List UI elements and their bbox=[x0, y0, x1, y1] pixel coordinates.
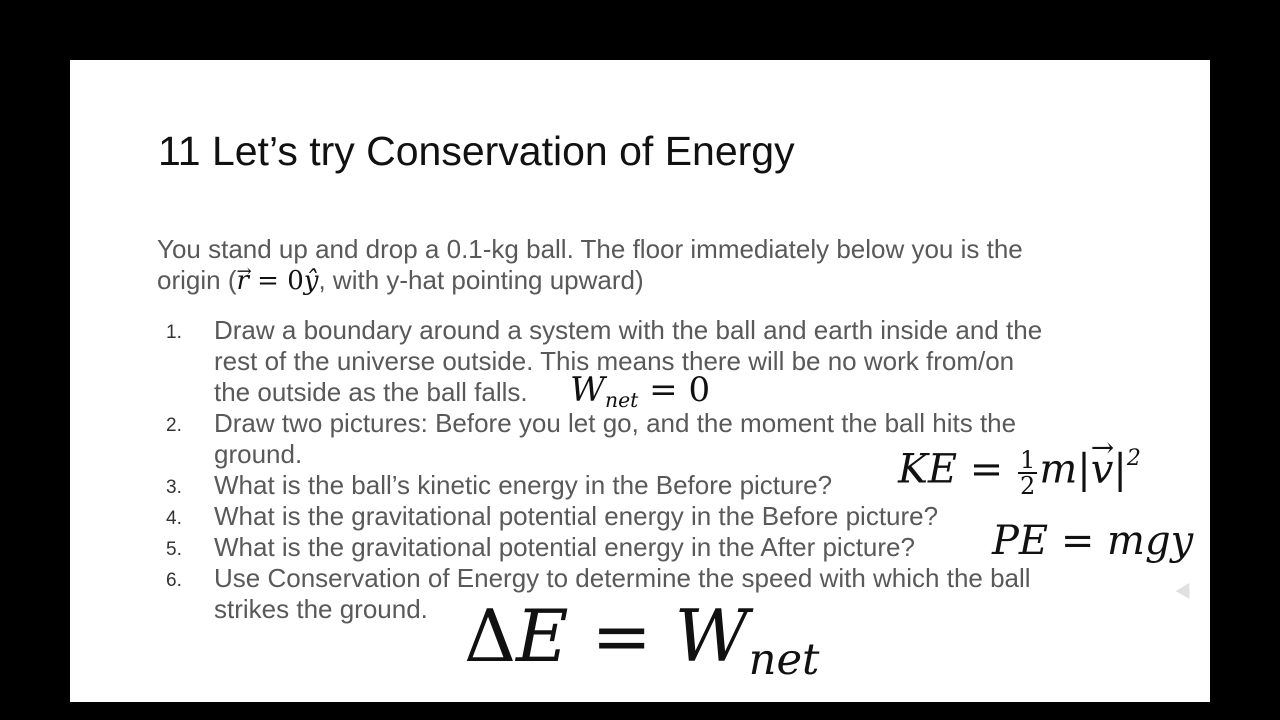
wnet-rest: = 0 bbox=[638, 370, 711, 410]
kinetic-energy-equation bbox=[898, 446, 1141, 498]
list-item-6-line-2: strikes the ground. bbox=[214, 594, 428, 624]
intro-line-2 bbox=[157, 265, 1157, 297]
ke-lhs: KE = bbox=[898, 446, 1017, 493]
list-item-2-line-2: ground. bbox=[214, 439, 303, 469]
intro-yhat-text: , with y-hat pointing upward) bbox=[318, 265, 644, 295]
origin-equals: = 0 bbox=[248, 266, 304, 296]
wnet-equation bbox=[570, 370, 710, 412]
one-half-fraction bbox=[1018, 445, 1037, 500]
ke-close: | bbox=[1113, 446, 1127, 493]
list-number-1: 1. bbox=[166, 322, 182, 343]
list-number-4: 4. bbox=[166, 508, 182, 529]
list-item-1-line-2: rest of the universe outside. This means there will be no work from/on bbox=[214, 346, 1015, 376]
list-number-6: 6. bbox=[166, 570, 182, 591]
fraction-denominator: 2 bbox=[1020, 471, 1036, 500]
intro-origin-text: origin ( bbox=[157, 265, 237, 295]
ke-velocity-vector: → v bbox=[1091, 447, 1114, 493]
r-vector: → r bbox=[236, 266, 248, 297]
y-hat: ŷ bbox=[303, 266, 319, 296]
list-item-4-line-1: What is the gravitational potential energy in the Before picture? bbox=[214, 501, 939, 531]
ke-exponent: 2 bbox=[1126, 446, 1141, 471]
list-item-6-line-1: Use Conservation of Energy to determine the speed with which the ball bbox=[214, 563, 1031, 593]
origin-equation bbox=[236, 266, 318, 296]
list-number-3: 3. bbox=[166, 477, 182, 498]
wnet-w: W bbox=[570, 370, 605, 410]
energy-conservation-equation bbox=[464, 594, 819, 685]
list-item-2-line-1: Draw two pictures: Before you let go, and the moment the ball hits the bbox=[214, 408, 1017, 438]
intro-line-1: You stand up and drop a 0.1-kg ball. The floor immediately below you is the bbox=[157, 234, 1023, 264]
potential-energy-equation: PE = mgy bbox=[992, 518, 1194, 564]
ke-mass: m| bbox=[1039, 446, 1091, 493]
list-item-1-line-3: the outside as the ball falls. bbox=[214, 377, 528, 407]
slide bbox=[70, 60, 1210, 702]
fraction-numerator: 1 bbox=[1020, 445, 1036, 474]
wnet-subscript: net bbox=[604, 388, 639, 413]
list-item-5-line-1: What is the gravitational potential energy in the After picture? bbox=[214, 532, 915, 562]
big-eq-subscript: net bbox=[748, 634, 820, 685]
intro-paragraph bbox=[157, 234, 1157, 297]
list-number-2: 2. bbox=[166, 415, 182, 436]
list-item-1-line-1: Draw a boundary around a system with the ball and earth inside and the bbox=[214, 315, 1043, 345]
list-number-5: 5. bbox=[166, 539, 182, 560]
big-eq-body: E = W bbox=[516, 594, 749, 678]
slide-title: 11 Let’s try Conservation of Energy bbox=[158, 128, 795, 174]
delta-symbol: Δ bbox=[464, 594, 516, 678]
list-item-3-line-1: What is the ball’s kinetic energy in the Before picture? bbox=[214, 470, 833, 500]
